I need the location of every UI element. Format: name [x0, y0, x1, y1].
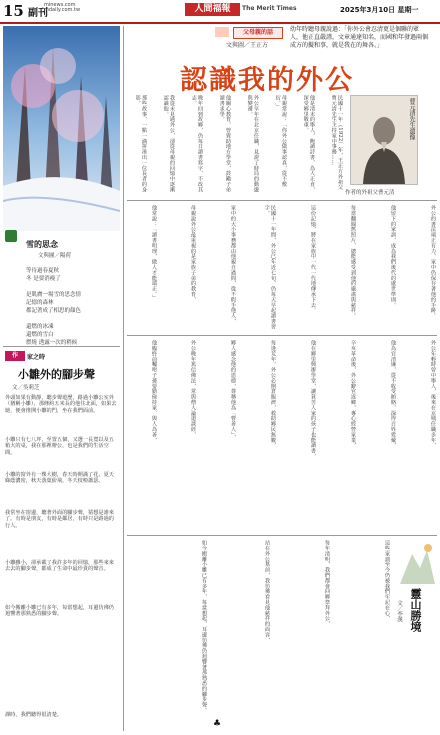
poem-line: 是肌膚一場雪的思念情	[26, 292, 82, 298]
column-badge: 父母親的話	[233, 27, 283, 39]
poem-line: 都記著成了相思的顏色	[26, 308, 82, 314]
column-divider	[123, 26, 124, 731]
poem-line: 還燃的冰凍	[26, 324, 54, 330]
section-divider	[127, 335, 437, 336]
feature-body-column: 這些家訓至今仍被我們牢記在心，	[384, 540, 390, 621]
essay-title: 小雛外的腳步聲	[18, 368, 95, 381]
feature-body-column: 母親常說：「你外公做事認真，從不敷衍。」	[274, 95, 287, 187]
essay-tag-suffix: 家之時	[27, 354, 46, 361]
section-name: 副刊	[28, 8, 48, 19]
feature-body-column: 站在外公墓前，我彷彿看見他慈祥的面容，	[264, 540, 270, 643]
essay-paragraph: 我常坐在窗邊，聽著外面的腳步聲，猜想是誰來了。有時是朋友，有時是鄰居，有時只是路過的行人。	[5, 510, 114, 529]
feature-body-column: 這份記憶，將在家族中一代一代地傳承下去。	[310, 205, 316, 313]
feature-quote: 幼年時聽母親說過：「你外公會忍清更是個聯的眾人，他正直嚴謹，文章通達知名，而國和年發過兩個成方的擬和事，就是我在的舞各。」	[290, 26, 429, 49]
essay-author: 文／吳莉芝	[12, 385, 40, 391]
feature-body-column: 民國十一年（1922）年，王正方外祖父曹元清先生主持家中事務……	[330, 95, 343, 191]
page-number: 15	[3, 2, 24, 20]
feature-author: 文與圖／王正方	[226, 42, 269, 49]
website-info	[44, 3, 80, 13]
newspaper-english-name: The Merit Times	[242, 5, 297, 12]
winter-painting	[3, 26, 120, 231]
website-line: mdaily.com.tw	[44, 7, 81, 13]
newspaper-logo: 人間福報	[185, 3, 240, 16]
mountain-illustration	[400, 540, 435, 584]
poem-title: 雪的思念	[26, 239, 58, 249]
feature-body-column: 他常說：「讀書明理，做人才能端正。」	[151, 205, 157, 300]
poem-section-icon	[5, 230, 17, 242]
portrait-inscription: 曹元清先生遺像	[408, 98, 415, 140]
poem-line: 等待過春夏秋	[26, 268, 60, 274]
website-line: minews.com	[44, 2, 76, 8]
feature-body-column: 他在鄉里興辦學堂，讓貧苦人家的孩子也能讀書，	[310, 340, 316, 459]
feature-body-column: 母親說外公最重視的是家族子弟的教育，	[190, 205, 196, 303]
feature-body-column: 我從未見過外公，卻從母親的回憶中逐漸認識他。	[162, 95, 175, 193]
section-divider	[3, 346, 120, 347]
section-divider	[127, 200, 437, 201]
feature-body-column: 民國十一年間，外公已年近七旬，仍每天早起讀書習字，	[263, 205, 276, 330]
feature-body-column: 外公早年在北京任職，見證了時局的動盪與變遷。	[246, 95, 259, 193]
poem-author: 文與圖／陽荷	[38, 253, 72, 259]
portrait-caption: 作者的外祖父曹元清	[345, 190, 395, 196]
essay-paragraph: 謹時，我們聽得很清楚。	[5, 712, 63, 718]
feature-body-column: 他關心教育，曾資助地方學堂，鼓勵子弟讀書求學。	[218, 95, 231, 193]
flower-icon	[215, 27, 229, 37]
piece2-author: 文／李漢	[396, 600, 402, 622]
feature-body-column: 他留下的家訓，成為我們後代的處世準則。	[390, 205, 396, 308]
feature-body-column: 每當翻閱舊照片，總能感受到他的嚴肅與慈祥。	[350, 205, 356, 319]
essay-paragraph: 小雛只有七八坪，至置五個，又選一長寬以及五箱大的桌，我在那裡辦公，也是我們的生活空間。	[5, 437, 114, 456]
poem-line: 燃燒 透露一次的稍候	[26, 340, 78, 346]
feature-body-column: 晚年回到故鄉，仍每日讀書寫字，不改其志。	[190, 95, 203, 193]
issue-date: 2025年3月10日 星期一	[340, 6, 419, 14]
essay-tag: 作	[5, 351, 25, 361]
essay-paragraph: 外頭如果有動靜，聽步聲遊歷，路過小雛公室外（猶稱小雛），那條約五米長的他住北面，如果去她，便會推開小雛的門，坐在我們面前。	[5, 395, 117, 414]
essay-paragraph: 小雛雖小，卻承載了我許多年的回憶，那些來來去去的腳步聲，都成了生命中最珍貴的聲音。	[5, 560, 114, 573]
essay-paragraph: 如今搬離小雛已有多年，每當想起，耳邊彷彿仍迴響著那熟悉的腳步聲。	[5, 605, 114, 618]
feature-body-column: 他為官清廉，從不收受賄賂，深得百姓愛戴，	[390, 340, 396, 448]
feature-body-column: 鄉人感念他的恩德，尊稱他為「曹善人」，	[230, 340, 236, 440]
poem-line: 冬 是要消瘦了	[26, 276, 61, 282]
essay-paragraph-continued: 如今搬離小雛已有多年，每當想起，耳邊彷彿仍迴響著那熟悉的腳步聲。	[201, 540, 207, 713]
feature-body-column: 辛亥革命後，外公辭官返鄉，專心經營家業，	[350, 340, 356, 448]
feature-body-column: 外公年輕時曾中舉人，後來在京城任職多年，	[430, 340, 436, 448]
feature-body-column: 那些故事，一點一滴拼湊出一位長者的身影。	[134, 95, 147, 193]
feature-body-column: 他臨終前囑咐子孫要勤儉持家、與人為善，	[151, 340, 157, 443]
feature-body-column: 每逢荒年，外公必開倉賑濟，救助鄉民無數，	[270, 340, 276, 448]
poem-line: 記憶的森林	[26, 300, 54, 306]
essay-paragraph: 小雛的窗外有一棵大樹，春天時開滿了花，夏天綠蔭濃密，秋天落葉紛飛，冬天枝椏蕭瑟。	[5, 472, 114, 485]
feature-body-column: 外公的書法端正有力，家中仍保存著他的手跡。	[430, 205, 436, 319]
feature-title: 認識我的外公	[180, 65, 354, 96]
feature-body-column: 家中的大小事務都由他親自過問，從不假手他人，	[230, 205, 236, 324]
section-divider	[127, 535, 437, 536]
poem-line: 還燃的雪白	[26, 332, 54, 338]
feature-body-column: 每年清明，我們都會回鄉祭拜外公，	[324, 540, 330, 627]
feature-body-column: 他是清末的舉人，飽讀詩書，為人正直，深受鄉里敬重。	[302, 95, 315, 193]
feature-body-column: 外公晚年篤信佛法，常與僧人論道談經，	[190, 340, 196, 438]
club-symbol-icon: ♣	[213, 719, 222, 729]
piece2-title: 靈山勝境	[409, 588, 422, 632]
